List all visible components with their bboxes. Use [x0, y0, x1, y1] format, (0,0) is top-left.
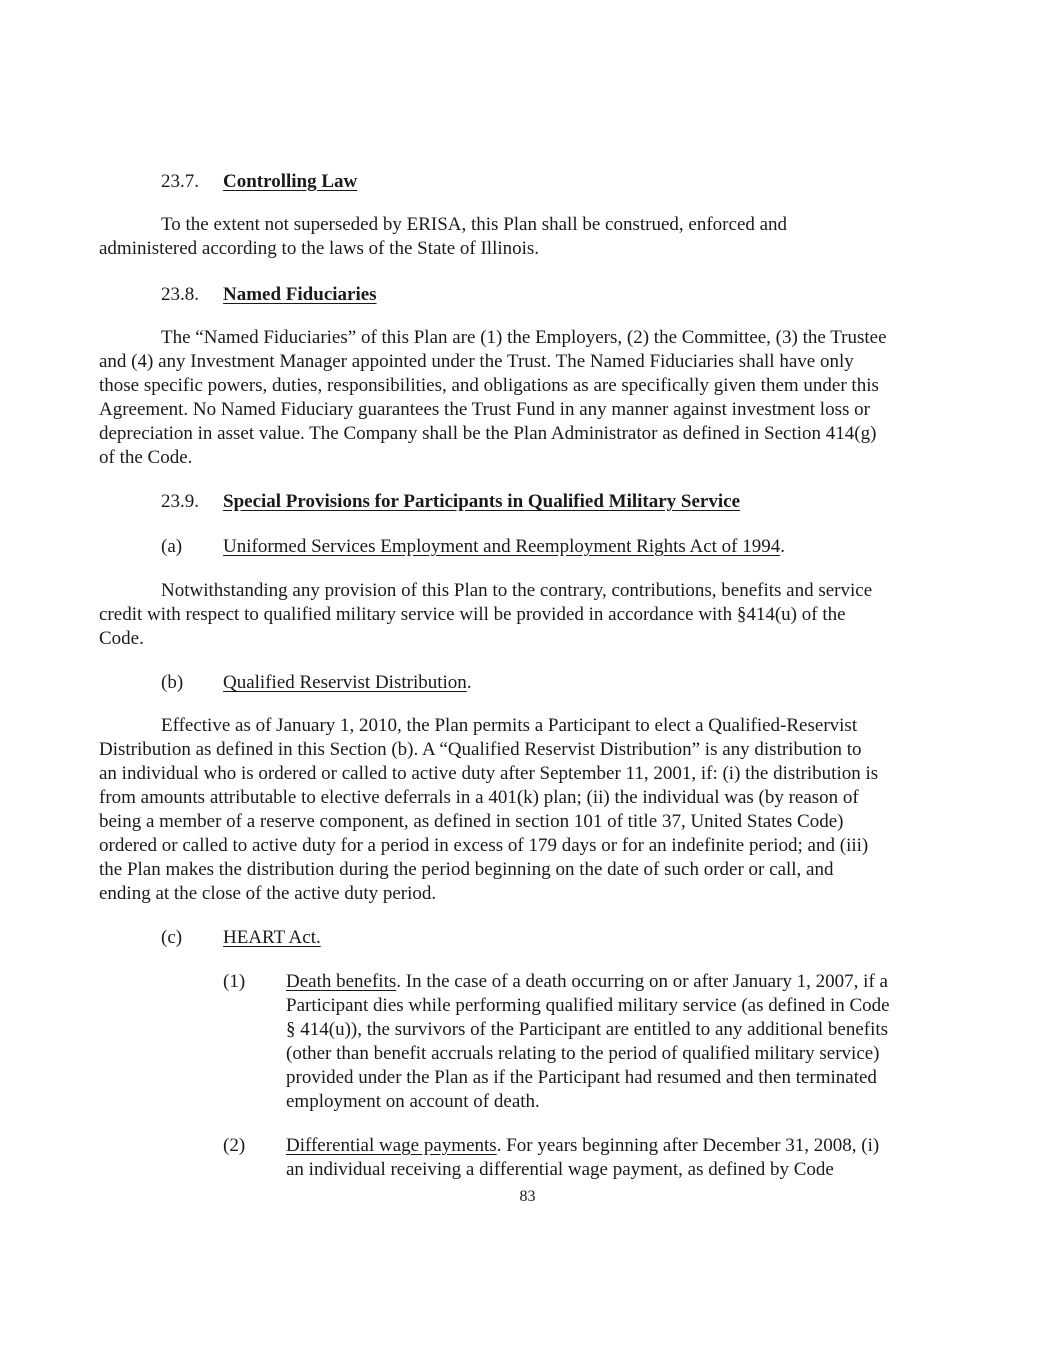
text-line: Notwithstanding any provision of this Plan to the contrary, contributions, benefits and service: [161, 580, 873, 601]
subsection-c-heading: [161, 926, 321, 950]
page-number: 83: [519, 1188, 536, 1205]
text-line: credit with respect to qualified military service will be provided in accordance with §414(u) of the: [99, 604, 846, 625]
text-line: employment on account of death.: [286, 1091, 540, 1112]
item-2-differential-wage: [286, 1134, 976, 1182]
subsection-title: Qualified Reservist Distribution: [223, 672, 467, 693]
text-fragment: . In the case of a death occurring on or after January 1, 2007, if a: [396, 971, 888, 992]
text-line: Code.: [99, 628, 144, 649]
item-title: Differential wage payments: [286, 1135, 497, 1156]
punctuation: .: [780, 536, 785, 557]
section-number: 23.8.: [161, 284, 199, 305]
text-line: and (4) any Investment Manager appointed under the Trust. The Named Fiduciaries shall have only: [99, 351, 854, 372]
text-line: depreciation in asset value. The Company shall be the Plan Administrator as defined in Section 414(g): [99, 423, 877, 444]
text-line: those specific powers, duties, responsibilities, and obligations as are specifically given them under this: [99, 375, 879, 396]
text-line: The “Named Fiduciaries” of this Plan are (1) the Employers, (2) the Committee, (3) the Trustee: [161, 327, 887, 348]
text-line: an individual who is ordered or called to active duty after September 11, 2001, if: (i) the distribution is: [99, 763, 879, 784]
text-fragment: . For years beginning after December 31, 2008, (i): [496, 1135, 880, 1156]
section-23-8-heading: [161, 283, 377, 307]
text-line: Effective as of January 1, 2010, the Plan permits a Participant to elect a Qualified-Reservist: [161, 715, 858, 736]
text-line: Distribution as defined in this Section (b). A “Qualified Reservist Distribution” is any distribution to: [99, 739, 862, 760]
text-line: To the extent not superseded by ERISA, this Plan shall be construed, enforced and: [161, 214, 788, 235]
subsection-label: (b): [161, 672, 184, 693]
section-title: Controlling Law: [223, 171, 358, 192]
text-line: from amounts attributable to elective deferrals in a 401(k) plan; (ii) the individual was (by reason of: [99, 787, 859, 808]
text-line: ordered or called to active duty for a period in excess of 179 days or for an indefinite period; and (iii): [99, 835, 869, 856]
subsection-title: HEART Act.: [223, 927, 321, 948]
subsection-a-heading: [161, 535, 785, 559]
section-title: Named Fiduciaries: [223, 284, 377, 305]
paragraph-controlling-law: [99, 213, 969, 261]
text-line: ending at the close of the active duty period.: [99, 883, 437, 904]
subsection-b-heading: [161, 671, 472, 695]
section-number: 23.9.: [161, 491, 199, 512]
item-2-label: (2): [223, 1135, 246, 1156]
text-line: provided under the Plan as if the Participant had resumed and then terminated: [286, 1067, 877, 1088]
text-line: being a member of a reserve component, as defined in section 101 of title 37, United States Code): [99, 811, 844, 832]
paragraph-reservist-distribution: [99, 714, 969, 906]
subsection-label: (c): [161, 927, 183, 948]
section-23-9-heading: [161, 490, 741, 514]
section-23-7-heading: [161, 170, 358, 194]
item-1-label: (1): [223, 971, 246, 992]
punctuation: .: [466, 672, 472, 693]
text-line: of the Code.: [99, 447, 193, 468]
paragraph-userra: [99, 579, 969, 651]
paragraph-named-fiduciaries: [99, 326, 969, 470]
subsection-title: Uniformed Services Employment and Reemployment Rights Act of 1994: [223, 536, 781, 557]
item-title: Death benefits: [286, 971, 397, 992]
text-line: (other than benefit accruals relating to the period of qualified military service): [286, 1043, 880, 1064]
text-line: an individual receiving a differential wage payment, as defined by Code: [286, 1159, 834, 1180]
item-1-death-benefits: [286, 970, 976, 1114]
text-line: administered according to the laws of the State of Illinois.: [99, 238, 540, 259]
text-line: § 414(u)), the survivors of the Participant are entitled to any additional benefits: [286, 1019, 889, 1040]
text-line: the Plan makes the distribution during the period beginning on the date of such order or call, and: [99, 859, 834, 880]
subsection-label: (a): [161, 536, 183, 557]
section-title: Special Provisions for Participants in Qualified Military Service: [223, 491, 741, 512]
text-line: Participant dies while performing qualified military service (as defined in Code: [286, 995, 890, 1016]
text-line: Agreement. No Named Fiduciary guarantees the Trust Fund in any manner against investment loss or: [99, 399, 870, 420]
section-number: 23.7.: [161, 171, 199, 192]
